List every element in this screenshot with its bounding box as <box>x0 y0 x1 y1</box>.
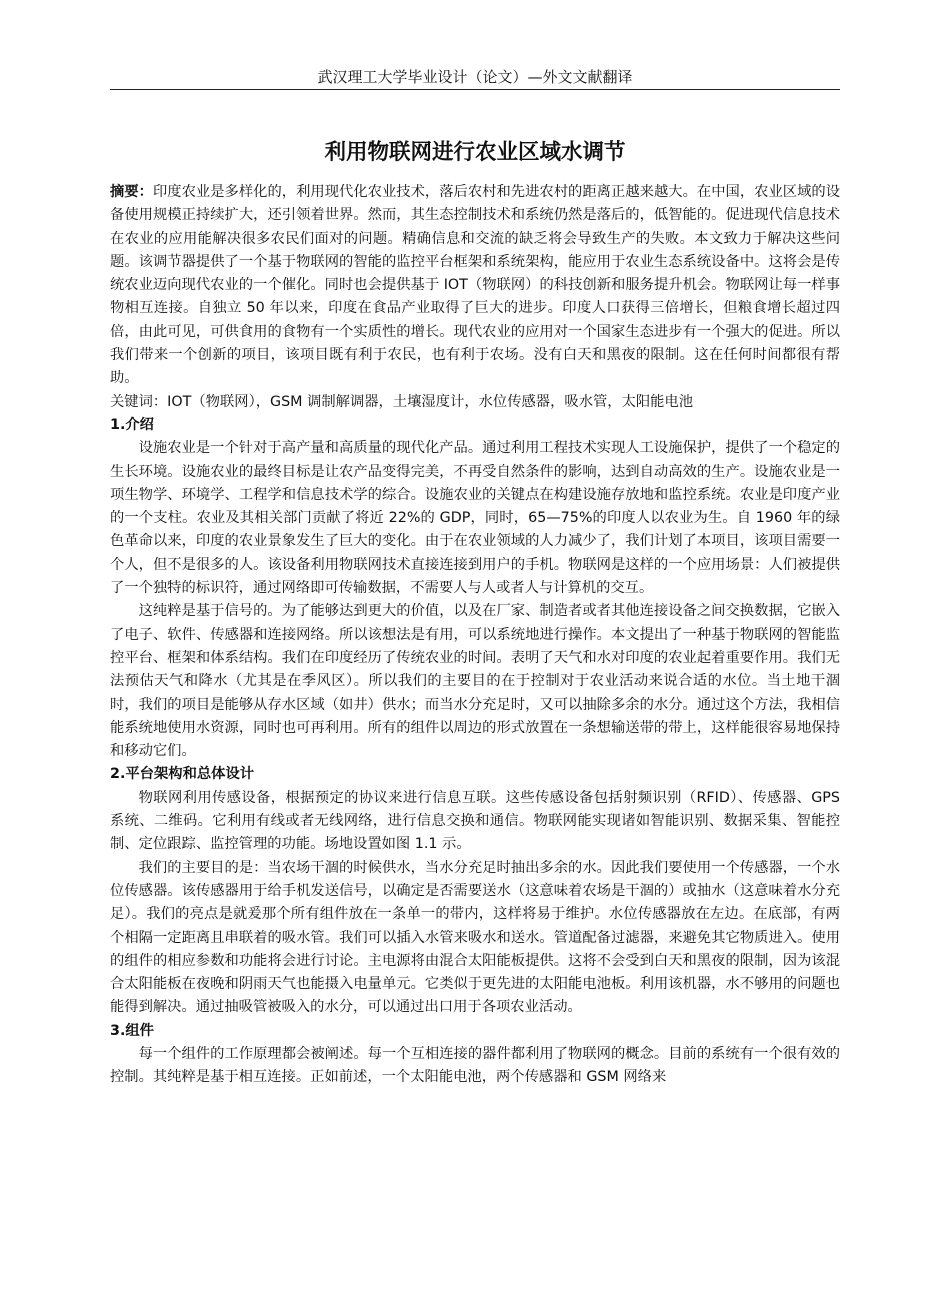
section-2-paragraph-2: 我们的主要目的是：当农场干涸的时候供水，当水分充足时抽出多余的水。因此我们要使用一个传感器，一个水位传感器。该传感器用于给手机发送信号，以确定是否需要送水（这意味着农场是干涸的）或抽水（这意味着水分充足）。我们的亮点是就爰那个所有组件放在一条单一的带内，这样将易于维护。水位传感器放在左边。在底部，有两个相隔一定距离且串联着的吸水管。我们可以插入水管来吸水和送水。管道配备过滤器，来避免其它物质进入。使用的组件的相应参数和功能将会进行讨论。主电源将由混合太阳能板提供。这将不会受到白天和黑夜的限制，因为该混合太阳能板在夜晚和阴雨天气也能摄入电量单元。它类似于更先进的太阳能电池板。利用该机器，水不够用的问题也能得到解决。通过抽吸管被吸入的水分，可以通过出口用于各项农业活动。 <box>110 859 840 1016</box>
running-header: 武汉理工大学毕业设计（论文）—外文文献翻译 <box>317 68 633 86</box>
abstract-text: 印度农业是多样化的，利用现代化农业技术，落后农村和先进农村的距离正越来越大。在中国，农业区域的设备使用规模正持续扩大，还引领着世界。然而，其生态控制技术和系统仍然是落后的，低智能的。促进现代信息技术在农业的应用能解决很多农民们面对的问题。精确信息和交流的缺乏将会导致生产的失败。本文致力于解决这些问题。该调节器提供了一个基于物联网的智能的监控平台框架和系统架构，能应用于农业生态系统设备中。这将会是传统农业迈向现代农业的一个催化。同时也会提供基于 IOT（物联网）的科技创新和服务提升机会。物联网让每一样事物相互连接。自独立 50 年以来，印度在食品产业取得了巨大的进步。印度人口获得三倍增长，但粮食增长超过四倍，由此可见，可供食用的食物有一个实质性的增长。现代农业的应用对一个国家生态进步有一个强大的促进。所以我们带来一个创新的项目，该项目既有利于农民，也有利于农场。没有白天和黑夜的限制。这在任何时间都很有帮助。 <box>110 184 841 387</box>
abstract-paragraph <box>110 181 840 391</box>
section-3-paragraph-1: 每一个组件的工作原理都会被阐述。每一个互相连接的器件都利用了物联网的概念。目前的系统有一个很有效的控制。其纯粹是基于相互连接。正如前述，一个太阳能电池，两个传感器和 GSM 网络来 <box>110 1045 840 1086</box>
section-1-heading: 1.介绍 <box>110 416 154 433</box>
document-body <box>110 181 840 1090</box>
section-2-paragraph-1: 物联网利用传感设备，根据预定的协议来进行信息互联。这些传感设备包括射频识别（RFID）、传感器、GPS 系统、二维码。它利用有线或者无线网络，进行信息交换和通信。物联网能实现诸如智能识别、数据采集、智能控制、定位跟踪、监控管理的功能。场地设置如图 1.1 示。 <box>110 789 840 853</box>
abstract-label: 摘要： <box>110 184 153 200</box>
section-1-paragraph-2: 这纯粹是基于信号的。为了能够达到更大的价值，以及在厂家、制造者或者其他连接设备之间交换数据，它嵌入了电子、软件、传感器和连接网络。所以该想法是有用，可以系统地进行操作。本文提出了一种基于物联网的智能监控平台、框架和体系结构。我们在印度经历了传统农业的时间。表明了天气和水对印度的农业起着重要作用。我们无法预估天气和降水（尤其是在季风区）。所以我们的主要目的在于控制对于农业活动来说合适的水位。当土地干涸时，我们的项目是能够从存水区域（如井）供水；而当水分充足时，又可以抽除多余的水分。通过这个方法，我相信能系统地使用水资源，同时也可再利用。所有的组件以周边的形式放置在一条想输送带的带上，这样能很容易地保持和移动它们。 <box>110 603 840 760</box>
section-1-paragraph-1: 设施农业是一个针对于高产量和高质量的现代化产品。通过利用工程技术实现人工设施保护，提供了一个稳定的生长环境。设施农业的最终目标是让农产品变得完美，不再受自然条件的影响，达到自动高效的生产。设施农业是一项生物学、环境学、工程学和信息技术学的综合。设施农业的关键点在构建设施存放地和监控系统。农业是印度产业的一个支柱。农业及其相关部门贡献了将近 22%的 GDP，同时，65—75%的印度人以农业为生。自 1960 年的绿色革命以来，印度的农业景象发生了巨大的变化。由于在农业领域的人力减少了，我们计划了本项目，该项目需要一个人，但不是很多的人。该设备利用物联网技术直接连接到用户的手机。物联网是这样的一个应用场景：人们被提供了一个独特的标识符，通过网络即可传输数据，不需要人与人或者人与计算机的交互。 <box>110 440 840 597</box>
section-2-heading: 2.平台架构和总体设计 <box>110 766 255 783</box>
keywords-line: 关键词：IOT（物联网），GSM 调制解调器，土壤湿度计，水位传感器，吸水管，太阳能电池 <box>110 393 694 410</box>
header-divider <box>110 89 840 90</box>
section-3-heading: 3.组件 <box>110 1022 154 1039</box>
page-title: 利用物联网进行农业区域水调节 <box>324 140 626 165</box>
